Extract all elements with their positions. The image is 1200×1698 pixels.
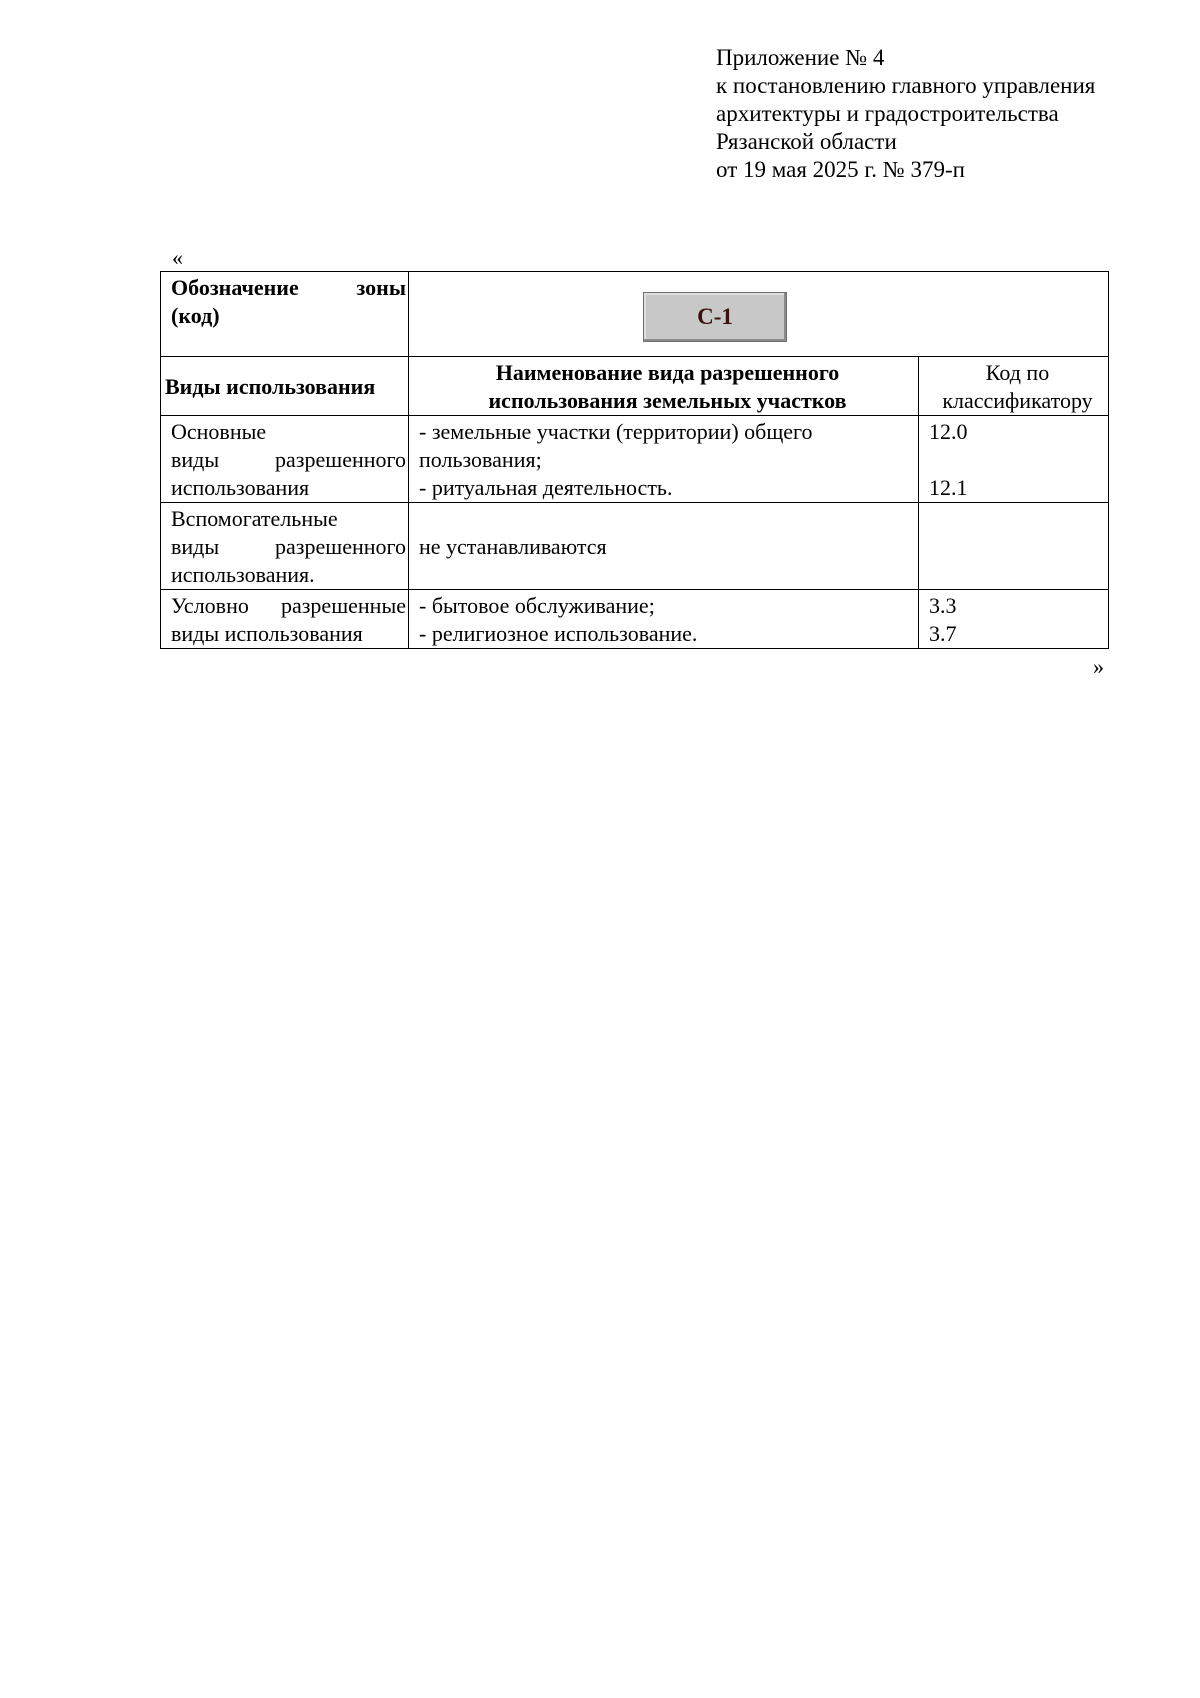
zone-label-cell xyxy=(161,272,409,357)
zone-label-line1: Обозначение зоны xyxy=(171,275,406,300)
document-header xyxy=(716,44,1136,184)
main-label-line2: виды разрешенного xyxy=(171,447,406,472)
conditional-uses-label xyxy=(161,590,409,649)
zone-label-line2: (код) xyxy=(171,303,220,328)
cond-label-line2: виды использования xyxy=(171,621,363,646)
table-row xyxy=(161,590,1109,649)
cond-use2: - религиозное использование. xyxy=(419,621,698,646)
aux-label-line1: Вспомогательные xyxy=(171,506,338,531)
resolution-date-number: от 19 мая 2025 г. № 379-п xyxy=(716,157,965,182)
cond-code1: 3.3 xyxy=(929,593,957,618)
main-use1-line1: - земельные участки (территории) общего xyxy=(419,419,813,444)
header-classifier-line1: Код по xyxy=(985,360,1050,385)
main-label-line3: использования xyxy=(171,475,310,500)
main-use1-line2: пользования; xyxy=(419,447,542,472)
main-use2: - ритуальная деятельность. xyxy=(419,475,673,500)
table-row xyxy=(161,503,1109,590)
table-header-row xyxy=(161,357,1109,416)
main-label-line1: Основные xyxy=(171,419,267,444)
main-uses-label xyxy=(161,416,409,503)
header-use-types: Виды использования xyxy=(161,357,409,416)
table-row xyxy=(161,416,1109,503)
zone-code-cell xyxy=(409,272,1109,357)
region-name: Рязанской области xyxy=(716,129,897,154)
header-classifier-code xyxy=(919,357,1109,416)
cond-code2: 3.7 xyxy=(929,621,957,646)
cond-use1: - бытовое обслуживание; xyxy=(419,593,655,618)
main-code1: 12.0 xyxy=(929,419,968,444)
aux-label-line3: использования. xyxy=(171,562,315,587)
authority-name: архитектуры и градостроительства xyxy=(716,101,1059,126)
cond-label-line1: Условно разрешенные xyxy=(171,593,406,618)
appendix-title: Приложение № 4 xyxy=(716,45,885,70)
auxiliary-uses-list: не устанавливаются xyxy=(409,503,919,590)
auxiliary-uses-label xyxy=(161,503,409,590)
zone-code-badge: С-1 xyxy=(643,292,787,342)
closing-quote: » xyxy=(1093,654,1104,679)
main-code2: 12.1 xyxy=(929,475,968,500)
main-uses-codes xyxy=(919,416,1109,503)
header-use-name-line1: Наименование вида разрешенного xyxy=(495,360,840,385)
zone-code-row xyxy=(161,272,1109,357)
header-use-name xyxy=(409,357,919,416)
header-classifier-line2: классификатору xyxy=(942,388,1093,413)
conditional-uses-list xyxy=(409,590,919,649)
zone-table xyxy=(160,271,1109,649)
auxiliary-uses-code xyxy=(919,503,1109,590)
resolution-reference: к постановлению главного управления xyxy=(716,73,1096,98)
main-uses-list xyxy=(409,416,919,503)
aux-label-line2: виды разрешенного xyxy=(171,534,406,559)
conditional-uses-codes xyxy=(919,590,1109,649)
opening-quote: « xyxy=(172,245,183,270)
header-use-name-line2: использования земельных участков xyxy=(488,388,847,413)
